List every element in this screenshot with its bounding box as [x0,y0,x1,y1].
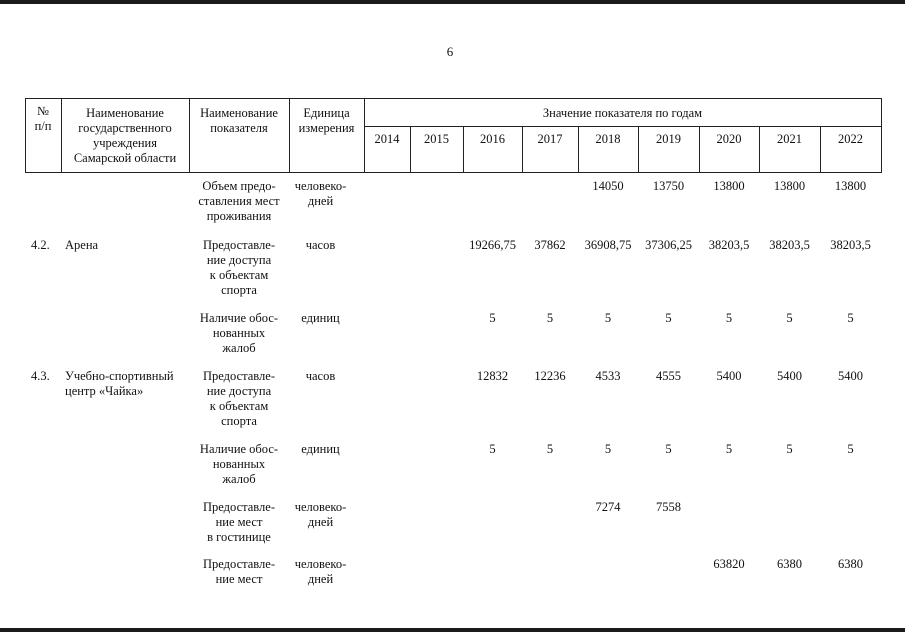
header-year-2015: 2015 [424,132,449,146]
row-indicator: Предоставле- ние мест в гостинице [203,500,275,544]
row-value-2021: 38203,5 [769,238,810,252]
header-year-2021: 2021 [777,132,802,146]
row-value-2017: 5 [546,311,554,325]
row-value-2020: 63820 [713,557,745,571]
row-indicator: Объем предо- ставления мест проживания [198,179,280,223]
row-value-2016: 5 [489,442,496,456]
row-value-2016: 19266,75 [469,238,516,252]
header-column-line [881,98,882,173]
row-value-2021: 6380 [777,557,802,571]
row-value-2021: 5 [786,311,793,325]
row-value-2019: 13750 [652,179,685,193]
row-unit: человеко- дней [294,500,347,529]
header-year-2016: 2016 [480,132,505,146]
header-year-2022: 2022 [838,132,863,146]
header-top-line [25,98,881,99]
row-indicator: Наличие обос- нованных жалоб [199,442,279,486]
row-indicator: Наличие обос- нованных жалоб [199,311,279,355]
row-indicator: Предоставле- ние доступа к объектам спорта [203,369,275,428]
row-value-2022: 5 [847,311,854,325]
row-value-2017: 37862 [534,238,566,252]
row-indicator: Предоставле- ние мест [203,557,275,586]
row-value-2019: 7558 [656,500,681,514]
row-value-2019: 5 [665,442,672,456]
row-value-2021: 5400 [777,369,802,383]
row-value-2019: 37306,25 [645,238,692,252]
row-value-2020: 5 [725,442,733,456]
header-year-2018: 2018 [595,132,621,146]
row-value-2022: 6380 [838,557,863,571]
header-year-divider-line [364,126,881,127]
row-institution: Арена [65,238,99,252]
header-row-number: № п/п [34,104,52,133]
row-value-2021: 5 [786,442,793,456]
row-value-2020: 13800 [713,179,745,193]
bottom-border-rule [0,628,905,632]
row-unit: часов [305,238,336,252]
header-year-2014: 2014 [374,132,400,146]
row-unit: единиц [301,311,340,325]
row-value-2020: 5400 [716,369,742,383]
row-value-2018: 14050 [592,179,624,193]
row-unit: единиц [301,442,340,456]
row-number: 4.2. [31,238,50,252]
row-value-2022: 38203,5 [830,238,871,252]
row-value-2017: 5 [546,442,554,456]
row-value-2022: 13800 [834,179,867,193]
row-value-2019: 5 [665,311,672,325]
header-indicator: Наименование показателя [200,106,278,135]
row-value-2019: 4555 [656,369,681,383]
header-values-by-year: Значение показателя по годам [542,106,703,120]
row-value-2018: 5 [604,442,612,456]
row-value-2021: 13800 [773,179,806,193]
header-year-2020: 2020 [716,132,742,146]
row-value-2016: 12832 [476,369,509,383]
top-border-rule [0,0,905,4]
row-value-2020: 5 [725,311,733,325]
row-unit: часов [305,369,336,383]
header-unit: Единица измерения [298,106,355,135]
row-institution: Учебно-спортивный центр «Чайка» [65,369,174,398]
page-number: 6 [446,44,454,59]
row-value-2018: 7274 [595,500,621,514]
row-value-2016: 5 [489,311,496,325]
header-institution: Наименование государственного учреждения Самарской области [73,106,177,165]
row-value-2022: 5 [847,442,854,456]
header-bottom-line [25,172,881,173]
row-value-2018: 4533 [595,369,621,383]
row-number: 4.3. [31,369,50,383]
row-indicator: Предоставле- ние доступа к объектам спорта [203,238,275,297]
row-unit: человеко- дней [294,557,347,586]
row-value-2022: 5400 [838,369,863,383]
row-value-2020: 38203,5 [708,238,750,252]
row-unit: человеко- дней [294,179,347,208]
row-value-2018: 36908,75 [584,238,632,252]
row-value-2017: 12236 [534,369,566,383]
row-value-2018: 5 [604,311,612,325]
header-year-2019: 2019 [656,132,681,146]
header-year-2017: 2017 [537,132,563,146]
